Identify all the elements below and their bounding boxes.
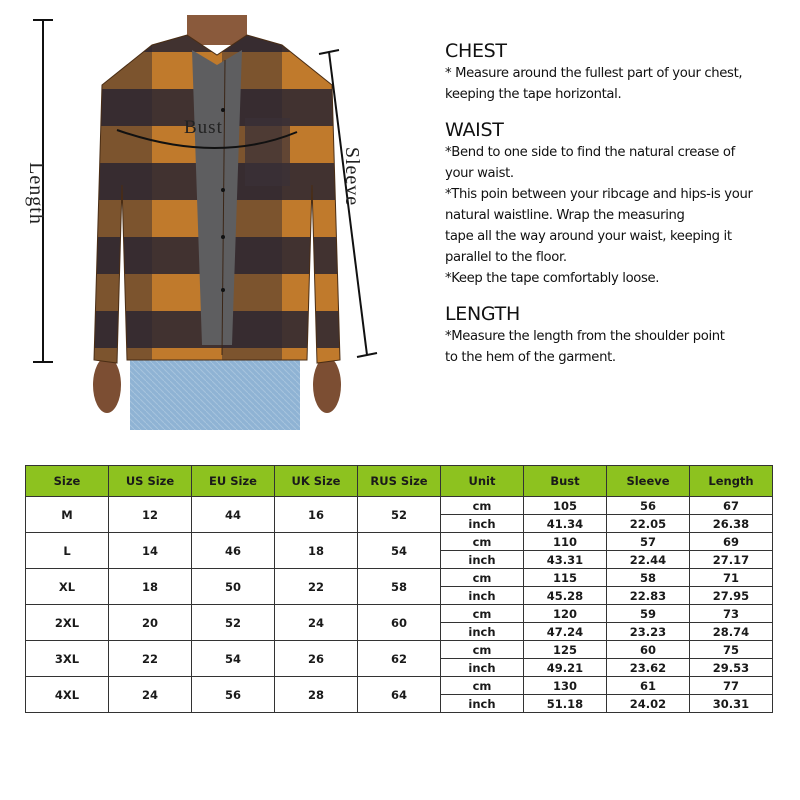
- cell-uk: 16: [275, 497, 358, 533]
- table-row-2xl: [26, 605, 773, 623]
- cell-length: 28.74: [690, 623, 773, 641]
- cell-length: 77: [690, 677, 773, 695]
- cell-us: 18: [109, 569, 192, 605]
- header-uk-size: UK Size: [275, 466, 358, 497]
- cell-rus: 58: [358, 569, 441, 605]
- cell-uk: 26: [275, 641, 358, 677]
- cell-size: L: [26, 533, 109, 569]
- cell-unit: cm: [441, 569, 524, 587]
- table-row-xl: [26, 569, 773, 587]
- cell-sleeve: 61: [607, 677, 690, 695]
- cell-rus: 62: [358, 641, 441, 677]
- cell-unit: inch: [441, 695, 524, 713]
- cell-length: 27.95: [690, 587, 773, 605]
- cell-eu: 56: [192, 677, 275, 713]
- cell-us: 20: [109, 605, 192, 641]
- table-row-3xl: [26, 641, 773, 659]
- cell-unit: inch: [441, 515, 524, 533]
- cell-uk: 18: [275, 533, 358, 569]
- product-photo: [92, 15, 342, 430]
- cell-us: 12: [109, 497, 192, 533]
- cell-sleeve: 56: [607, 497, 690, 515]
- cell-sleeve: 58: [607, 569, 690, 587]
- bust-label: Bust: [184, 117, 223, 138]
- cell-sleeve: 24.02: [607, 695, 690, 713]
- cell-rus: 64: [358, 677, 441, 713]
- cell-unit: inch: [441, 587, 524, 605]
- section-title: WAIST: [445, 119, 504, 141]
- table-row-4xl: [26, 677, 773, 695]
- cell-bust: 45.28: [524, 587, 607, 605]
- cell-sleeve: 59: [607, 605, 690, 623]
- cell-bust: 115: [524, 569, 607, 587]
- cell-unit: inch: [441, 659, 524, 677]
- cell-unit: inch: [441, 551, 524, 569]
- cell-uk: 28: [275, 677, 358, 713]
- cell-bust: 43.31: [524, 551, 607, 569]
- header-eu-size: EU Size: [192, 466, 275, 497]
- cell-sleeve: 22.83: [607, 587, 690, 605]
- cell-bust: 105: [524, 497, 607, 515]
- cell-bust: 41.34: [524, 515, 607, 533]
- cell-unit: cm: [441, 533, 524, 551]
- cell-us: 22: [109, 641, 192, 677]
- cell-length: 73: [690, 605, 773, 623]
- guide-line: *Keep the tape comfortably loose.: [445, 271, 660, 286]
- measurement-guide: [445, 40, 790, 382]
- cell-length: 67: [690, 497, 773, 515]
- cell-bust: 51.18: [524, 695, 607, 713]
- cell-length: 26.38: [690, 515, 773, 533]
- cell-bust: 47.24: [524, 623, 607, 641]
- table-row-l: [26, 533, 773, 551]
- cell-length: 27.17: [690, 551, 773, 569]
- cell-size: XL: [26, 569, 109, 605]
- guide-line: to the hem of the garment.: [445, 350, 616, 365]
- cell-bust: 49.21: [524, 659, 607, 677]
- cell-sleeve: 23.62: [607, 659, 690, 677]
- guide-line: your waist.: [445, 166, 514, 181]
- guide-line: *This poin between your ribcage and hips-is your: [445, 187, 753, 202]
- cell-rus: 54: [358, 533, 441, 569]
- header-size: Size: [26, 466, 109, 497]
- cell-uk: 22: [275, 569, 358, 605]
- cell-length: 71: [690, 569, 773, 587]
- header-unit: Unit: [441, 466, 524, 497]
- guide-line: keeping the tape horizontal.: [445, 87, 622, 102]
- cell-size: 2XL: [26, 605, 109, 641]
- cell-uk: 24: [275, 605, 358, 641]
- header-rus-size: RUS Size: [358, 466, 441, 497]
- cell-bust: 120: [524, 605, 607, 623]
- guide-line: natural waistline. Wrap the measuring: [445, 208, 685, 223]
- header-bust: Bust: [524, 466, 607, 497]
- guide-line: tape all the way around your waist, keeping it: [445, 229, 732, 244]
- guide-line: * Measure around the fullest part of your chest,: [445, 66, 743, 81]
- cell-size: 4XL: [26, 677, 109, 713]
- cell-eu: 54: [192, 641, 275, 677]
- cell-eu: 50: [192, 569, 275, 605]
- guide-line: *Measure the length from the shoulder point: [445, 329, 725, 344]
- cell-rus: 52: [358, 497, 441, 533]
- header-us-size: US Size: [109, 466, 192, 497]
- cell-length: 29.53: [690, 659, 773, 677]
- guide-section-length: [445, 303, 790, 368]
- cell-unit: cm: [441, 641, 524, 659]
- table-header-row: [26, 466, 773, 497]
- cell-unit: cm: [441, 677, 524, 695]
- cell-eu: 46: [192, 533, 275, 569]
- cell-bust: 110: [524, 533, 607, 551]
- cell-length: 75: [690, 641, 773, 659]
- guide-line: *Bend to one side to find the natural crease of: [445, 145, 735, 160]
- section-title: LENGTH: [445, 303, 520, 325]
- guide-section-waist: [445, 119, 790, 289]
- cell-sleeve: 22.05: [607, 515, 690, 533]
- cell-eu: 52: [192, 605, 275, 641]
- cell-sleeve: 22.44: [607, 551, 690, 569]
- table-row-m: [26, 497, 773, 515]
- section-title: CHEST: [445, 40, 507, 62]
- cell-length: 30.31: [690, 695, 773, 713]
- cell-length: 69: [690, 533, 773, 551]
- cell-unit: inch: [441, 623, 524, 641]
- cell-us: 24: [109, 677, 192, 713]
- plaid-shirt-image: [92, 15, 342, 430]
- cell-size: M: [26, 497, 109, 533]
- cell-size: 3XL: [26, 641, 109, 677]
- cell-unit: cm: [441, 497, 524, 515]
- cell-us: 14: [109, 533, 192, 569]
- header-sleeve: Sleeve: [607, 466, 690, 497]
- header-length: Length: [690, 466, 773, 497]
- guide-line: parallel to the floor.: [445, 250, 567, 265]
- guide-section-chest: [445, 40, 790, 105]
- cell-sleeve: 23.23: [607, 623, 690, 641]
- length-label: Length: [24, 162, 47, 225]
- cell-eu: 44: [192, 497, 275, 533]
- cell-bust: 125: [524, 641, 607, 659]
- cell-rus: 60: [358, 605, 441, 641]
- cell-unit: cm: [441, 605, 524, 623]
- cell-sleeve: 57: [607, 533, 690, 551]
- size-chart-table: [25, 465, 773, 713]
- sleeve-label: Sleeve: [341, 146, 364, 207]
- cell-bust: 130: [524, 677, 607, 695]
- cell-sleeve: 60: [607, 641, 690, 659]
